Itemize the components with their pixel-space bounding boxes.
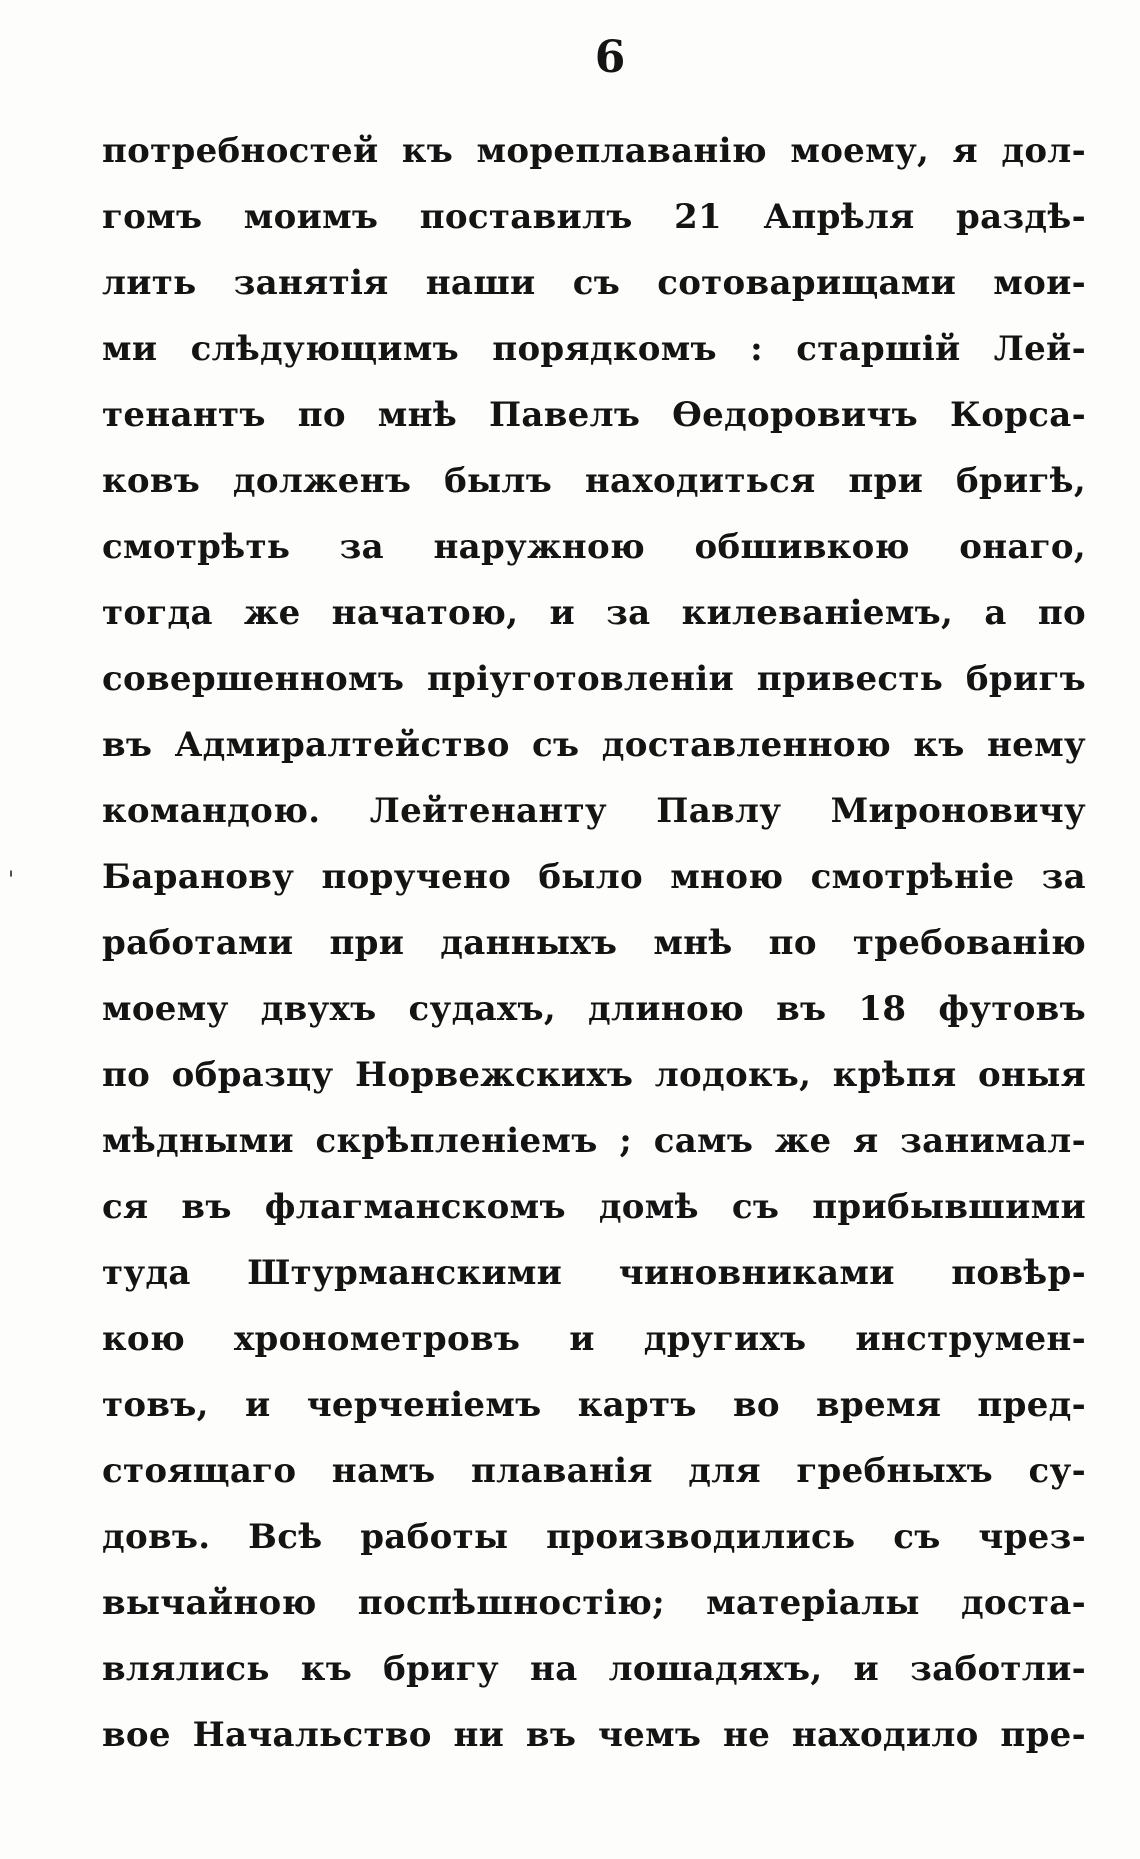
text-line: тенантъ по мнѣ Павелъ Ѳедоровичъ Корса-: [102, 395, 1086, 435]
text-line: вычайною поспѣшностію; матеріалы доста-: [102, 1583, 1086, 1623]
text-line: тогда же начатою, и за килеваніемъ, а по: [102, 593, 1086, 633]
text-line: гомъ моимъ поставилъ 21 Апрѣля раздѣ-: [102, 197, 1086, 237]
body-text: [102, 118, 1086, 1768]
text-line: ми слѣдующимъ порядкомъ : старшій Лей-: [102, 329, 1086, 369]
text-line: моему двухъ судахъ, длиною въ 18 футовъ: [102, 989, 1086, 1029]
text-line: работами при данныхъ мнѣ по требованію: [102, 923, 1086, 963]
text-line: стоящаго намъ плаванія для гребныхъ су-: [102, 1451, 1086, 1491]
text-line: ковъ долженъ былъ находиться при бригѣ,: [102, 461, 1086, 501]
text-line: командою. Лейтенанту Павлу Мироновичу: [102, 791, 1086, 831]
margin-mark: ': [8, 868, 15, 893]
text-line: лить занятія наши съ сотоварищами мои-: [102, 263, 1086, 303]
text-line: въ Адмиралтейство съ доставленною къ нему: [102, 725, 1086, 765]
text-line: мѣдными скрѣпленіемъ ; самъ же я занимал-: [102, 1121, 1086, 1161]
page-number: 6: [594, 32, 626, 83]
text-line: довъ. Всѣ работы производились съ чрез-: [102, 1517, 1086, 1557]
text-line: по образцу Норвежскихъ лодокъ, крѣпя оныя: [102, 1055, 1086, 1095]
text-line: Баранову поручено было мною смотрѣніе за: [102, 857, 1086, 897]
text-line: совершенномъ пріуготовленіи привесть бригъ: [102, 659, 1086, 699]
text-line: товъ, и черченіемъ картъ во время пред-: [102, 1385, 1086, 1425]
text-line: кою хронометровъ и другихъ инструмен-: [102, 1319, 1086, 1359]
text-line: туда Штурманскими чиновниками повѣр-: [102, 1253, 1086, 1293]
text-line: вое Начальство ни въ чемъ не находило пре-: [102, 1715, 1086, 1755]
text-line: потребностей къ мореплаванію моему, я дол-: [102, 131, 1086, 171]
text-line: ся въ флагманскомъ домѣ съ прибывшими: [102, 1187, 1086, 1227]
text-line: влялись къ бригу на лошадяхъ, и заботли-: [102, 1649, 1086, 1689]
text-line: смотрѣть за наружною обшивкою онаго,: [102, 527, 1086, 567]
